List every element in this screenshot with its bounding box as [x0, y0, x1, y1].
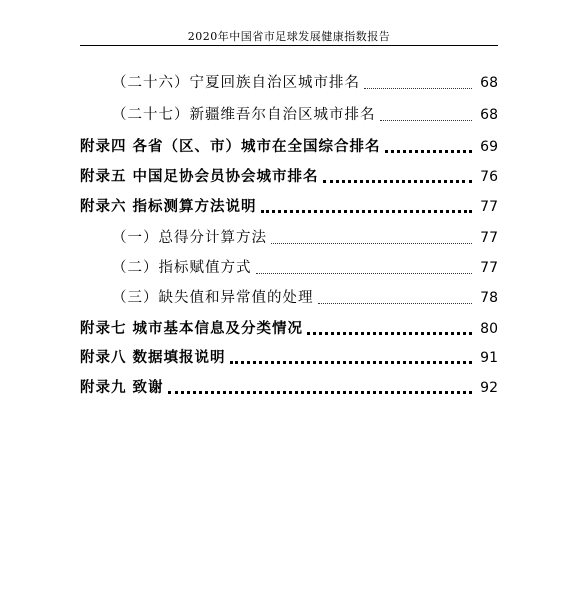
- toc-entry-label: 附录八 数据填报说明: [80, 349, 226, 366]
- toc-entry[interactable]: [80, 345, 498, 367]
- toc-entry-page: 78: [480, 290, 498, 306]
- toc-leader-dots: [307, 319, 472, 335]
- toc-entry-page: 68: [480, 107, 498, 123]
- toc-entry[interactable]: [112, 225, 498, 247]
- toc-entry[interactable]: [80, 316, 498, 338]
- toc-leader-dots: [261, 197, 472, 213]
- toc-entry-label: 附录七 城市基本信息及分类情况: [80, 320, 304, 337]
- toc-entry-label: （一）总得分计算方法: [112, 230, 267, 246]
- toc-entry-page: 69: [480, 139, 498, 155]
- toc-entry-label: （二）指标赋值方式: [112, 260, 252, 276]
- toc-entry-page: 91: [480, 350, 498, 366]
- toc-entry-page: 76: [480, 169, 498, 185]
- header-rule: [80, 45, 498, 46]
- toc-entry[interactable]: [112, 102, 498, 124]
- toc-entry[interactable]: [80, 375, 498, 397]
- toc-entry[interactable]: [80, 164, 498, 186]
- toc-entry[interactable]: [112, 285, 498, 307]
- toc-leader-dots: [323, 167, 472, 183]
- page-header-title: 2020年中国省市足球发展健康指数报告: [187, 30, 391, 43]
- toc-entry-label: 附录四 各省（区、市）城市在全国综合排名: [80, 138, 381, 155]
- toc-leader-dots: [256, 259, 473, 274]
- toc-entry-label: （三）缺失值和异常值的处理: [112, 290, 314, 306]
- toc-entry-label: 附录九 致谢: [80, 379, 164, 396]
- toc-entry-page: 77: [480, 230, 498, 246]
- toc-entry[interactable]: [112, 255, 498, 277]
- toc-leader-dots: [168, 378, 472, 394]
- toc-entry-page: 77: [480, 199, 498, 215]
- toc-entry-page: 68: [480, 75, 498, 91]
- toc-leader-dots: [364, 74, 472, 89]
- toc-leader-dots: [230, 348, 472, 364]
- toc-entry-label: 附录五 中国足协会员协会城市排名: [80, 168, 319, 185]
- toc-entry[interactable]: [80, 134, 498, 156]
- toc-leader-dots: [318, 289, 473, 304]
- toc-leader-dots: [380, 106, 473, 121]
- toc-entry-label: （二十六）宁夏回族自治区城市排名: [112, 75, 360, 91]
- toc-entry[interactable]: [80, 194, 498, 216]
- toc-entry-page: 80: [480, 321, 498, 337]
- toc-entry[interactable]: [112, 70, 498, 92]
- toc-entry-page: 92: [480, 380, 498, 396]
- toc-entry-label: 附录六 指标测算方法说明: [80, 198, 257, 215]
- toc-entry-page: 77: [480, 260, 498, 276]
- toc-entry-label: （二十七）新疆维吾尔自治区城市排名: [112, 107, 376, 123]
- toc-leader-dots: [271, 229, 472, 244]
- toc-leader-dots: [385, 137, 472, 153]
